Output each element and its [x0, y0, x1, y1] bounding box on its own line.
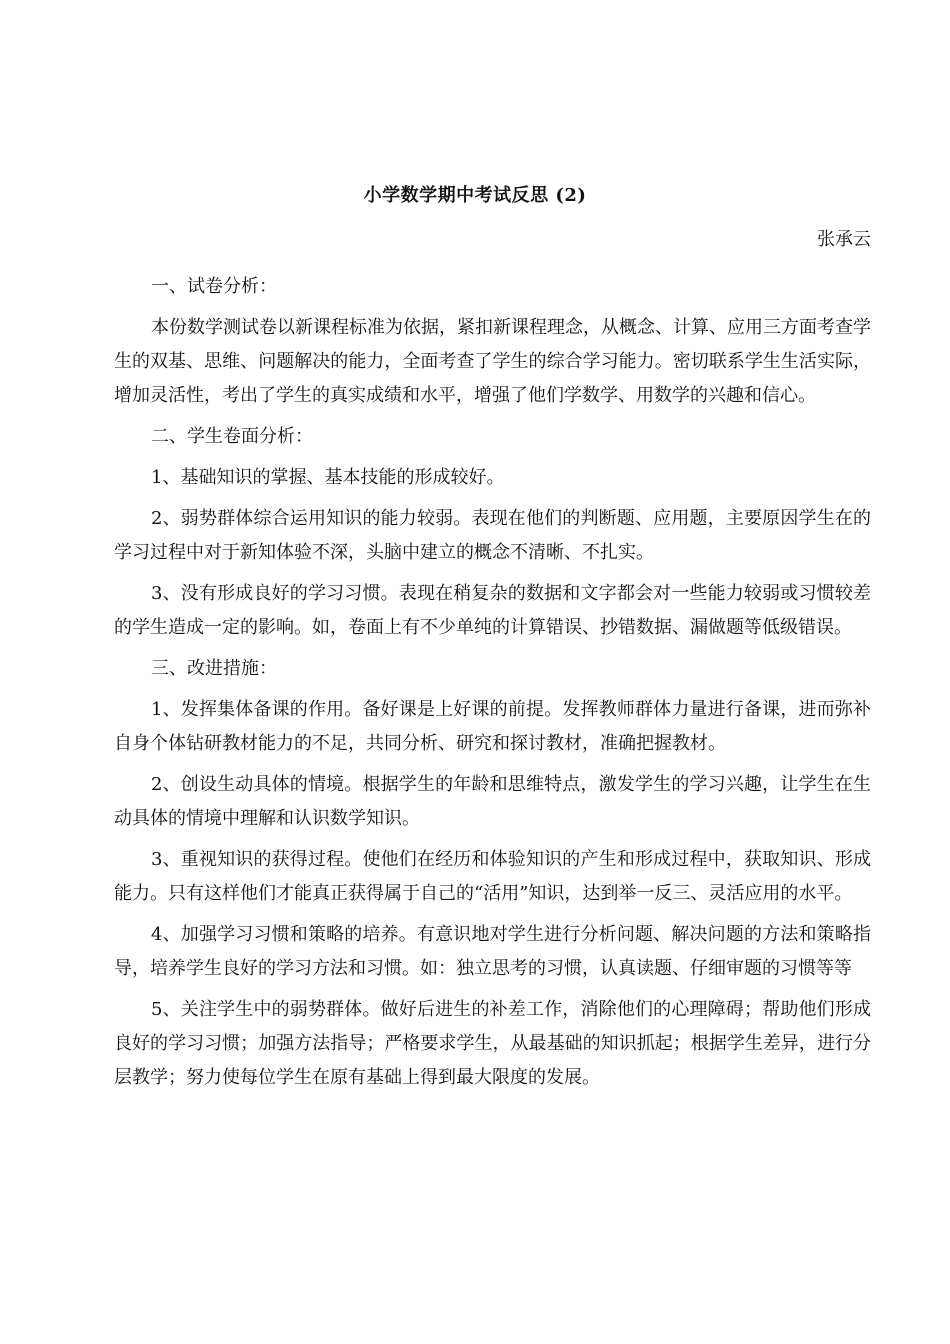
document-title: 小学数学期中考试反思 (2) — [363, 185, 587, 206]
section-heading-improvement: 三、改进措施： — [151, 658, 277, 679]
list-item: 1、发挥集体备课的作用。备好课是上好课的前提。发挥教师群体力量进行备课，进而弥补自身个体钻研教材能力的不足，共同分析、研究和探讨教材，准确把握教材。 — [114, 699, 871, 754]
document-author: 张承云 — [817, 229, 871, 250]
paragraph: 本份数学测试卷以新课程标准为依据，紧扣新课程理念，从概念、计算、应用三方面考查学生的双基、思维、问题解决的能力，全面考查了学生的综合学习能力。密切联系学生生活实际，增加灵活性，考出了学生的真实成绩和水平，增强了他们学数学、用数学的兴趣和信心。 — [114, 317, 871, 406]
list-item: 4、加强学习习惯和策略的培养。有意识地对学生进行分析问题、解决问题的方法和策略指导，培养学生良好的学习方法和习惯。如：独立思考的习惯，认真读题、仔细审题的习惯等等 — [114, 924, 871, 979]
list-item: 1、基础知识的掌握、基本技能的形成较好。 — [151, 467, 505, 488]
list-item: 3、没有形成良好的学习习惯。表现在稍复杂的数据和文字都会对一些能力较弱或习惯较差的学生造成一定的影响。如，卷面上有不少单纯的计算错误、抄错数据、漏做题等低级错误。 — [114, 583, 871, 638]
list-item: 5、关注学生中的弱势群体。做好后进生的补差工作，消除他们的心理障碍；帮助他们形成良好的学习习惯；加强方法指导；严格要求学生，从最基础的知识抓起；根据学生差异，进行分层教学；努力使每位学生在原有基础上得到最大限度的发展。 — [114, 999, 871, 1088]
section-heading-student-analysis: 二、学生卷面分析： — [151, 426, 313, 447]
list-item: 3、重视知识的获得过程。使他们在经历和体验知识的产生和形成过程中，获取知识、形成能力。只有这样他们才能真正获得属于自己的“活用”知识，达到举一反三、灵活应用的水平。 — [114, 849, 871, 904]
list-item: 2、创设生动具体的情境。根据学生的年龄和思维特点，激发学生的学习兴趣，让学生在生动具体的情境中理解和认识数学知识。 — [114, 774, 871, 829]
list-item: 2、弱势群体综合运用知识的能力较弱。表现在他们的判断题、应用题，主要原因学生在的学习过程中对于新知体验不深，头脑中建立的概念不清晰、不扎实。 — [114, 508, 871, 563]
document-body — [114, 270, 871, 1102]
section-heading-paper-analysis: 一、试卷分析： — [151, 276, 277, 297]
